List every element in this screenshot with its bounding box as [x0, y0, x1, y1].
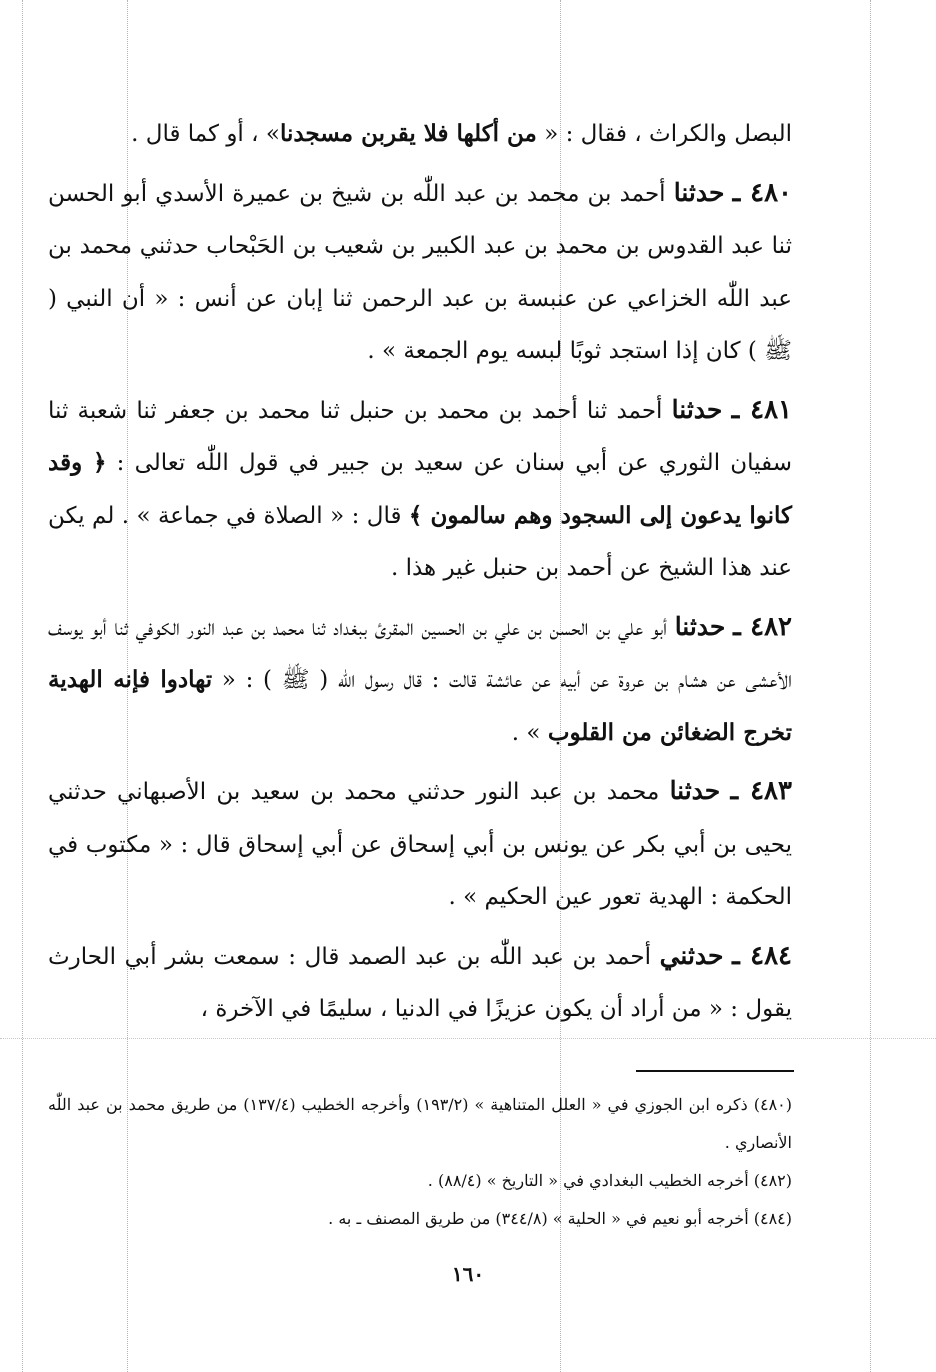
entry-number: ٤٨٠ ـ — [732, 177, 793, 208]
footnote-480: (٤٨٠) ذكره ابن الجوزي في « العلل المتناهية » (١٩٣/٢) وأخرجه الخطيب (١٣٧/٤) من طريق محمد بن عبد اللّٰه الأنصاري . — [48, 1095, 792, 1152]
entry-number: ٤٨٢ ـ — [733, 611, 793, 642]
entry-keyword: حدثنا — [673, 177, 725, 207]
entry-text: محمد بن عبد النور حدثني محمد بن سعيد بن الأصبهاني حدثني يحيى بن أبي بكر عن يونس بن أبي إسحاق عن أبي إسحاق قال : « مكتوب في الحكمة : الهدية تعور عين الحكيم » . — [48, 779, 792, 910]
entry-484 — [48, 930, 792, 1036]
entry-text: أبو علي بن الحسن بن علي بن الحسين المقرئ ببغداد ثنا محمد بن عبد النور الكوفي ثنا أبو يوسف الأعشى عن هشام بن عروة عن أبيه عن عائشة قالت : قال رسول اللّٰه ( ﷺ ) : « — [48, 614, 792, 693]
entry-text: أحمد ثنا أحمد بن محمد بن حنبل ثنا محمد بن جعفر ثنا شعبة ثنا سفيان الثوري عن أبي سنان عن سعيد بن جبير في قول اللّٰه تعالى : — [48, 397, 792, 476]
entry-number: ٤٨٣ ـ — [730, 776, 792, 806]
main-text — [48, 108, 792, 1036]
scan-guide-left — [22, 0, 23, 1372]
entry-480 — [48, 167, 792, 378]
entry-481 — [48, 384, 792, 595]
entry-keyword: حدثنا — [669, 776, 721, 805]
entry-text-after: » . — [511, 719, 548, 746]
scan-guide-right — [870, 0, 871, 1372]
continuation-line: البصل والكراث ، فقال : « من أكلها فلا يقربن مسجدنا» ، أو كما قال . — [131, 120, 792, 147]
footnote-separator — [636, 1070, 794, 1072]
scan-guide-horizontal — [0, 1038, 936, 1039]
footnote-484: (٤٨٤) أخرجه أبو نعيم في « الحلية » (٣٤٤/٨) من طريق المصنف ـ به . — [328, 1209, 792, 1228]
entry-483 — [48, 765, 792, 924]
entry-number: ٤٨١ ـ — [731, 394, 793, 425]
entry-keyword: حدثنا — [674, 611, 726, 641]
hadith-quote: من أكلها فلا يقربن مسجدنا — [279, 120, 537, 147]
entry-keyword: حدثني — [659, 940, 724, 970]
entry-text: أحمد بن عبد اللّٰه بن عبد الصمد قال : سمعت بشر أبي الحارث يقول : « من أراد أن يكون عزيزًا في الدنيا ، سليمًا في الآخرة ، — [48, 943, 792, 1022]
quran-verse: ﴿ وقد كانوا يدعون إلى السجود وهم سالمون ﴾ — [48, 449, 792, 529]
entry-number: ٤٨٤ ـ — [732, 940, 793, 971]
entry-keyword: حدثنا — [671, 394, 723, 424]
footnote-482: (٤٨٢) أخرجه الخطيب البغدادي في « التاريخ » (٨٨/٤) . — [427, 1171, 792, 1190]
entry-text-after: قال : « الصلاة في جماعة » . لم يكن عند هذا الشيخ عن أحمد بن حنبل غير هذا . — [48, 502, 792, 581]
entry-482 — [48, 601, 792, 760]
footnotes — [48, 1086, 792, 1238]
page-number: ١٦٠ — [451, 1262, 485, 1286]
hadith-quote: تهادوا فإنه الهدية تخرج الضغائن من القلوب — [48, 666, 792, 746]
entry-text: أحمد بن محمد بن عبد اللّٰه بن شيخ بن عميرة الأسدي أبو الحسن ثنا عبد القدوس بن محمد بن عبد الكبير بن شعيب بن الحَبْحاب حدثني محمد بن عبد اللّٰه الخزاعي عن عنبسة بن عبد الرحمن ثنا إبان عن أنس : « أن النبي ( ﷺ ) كان إذا استجد ثوبًا لبسه يوم الجمعة » . — [48, 180, 792, 364]
